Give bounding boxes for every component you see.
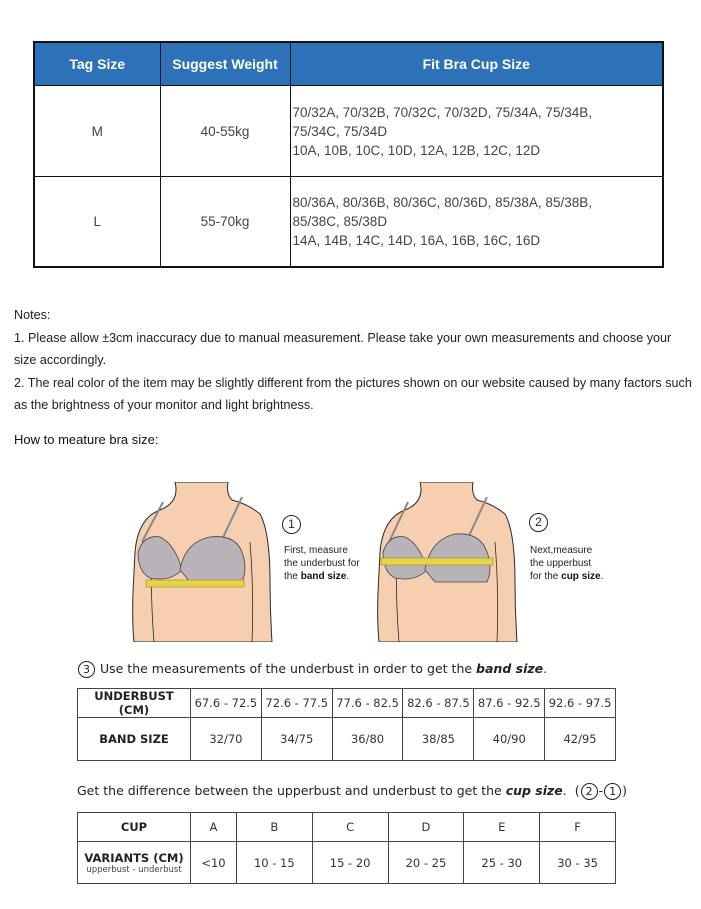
cup-line: 75/34C, 75/34D [292, 123, 388, 139]
notes-title: Notes: [14, 308, 51, 322]
header-fit-bra-cup-size: Fit Bra Cup Size [290, 42, 663, 86]
underbust-cell: 77.6 - 82.5 [332, 689, 403, 718]
cup-line: 70/32A, 70/32B, 70/32C, 70/32D, 75/34A, 75/34B, [292, 104, 592, 120]
cup-size-table [77, 812, 616, 884]
caption-text: Use the measurements of the underbust in order to get the [99, 661, 477, 676]
weight-cell: 55-70kg [160, 177, 290, 268]
weight-cell: 40-55kg [160, 86, 290, 177]
header-tag-size: Tag Size [34, 42, 160, 86]
row-header-underbust: UNDERBUST (CM) [78, 689, 191, 718]
cup-cell: C [312, 813, 388, 842]
table-row [34, 177, 663, 268]
cup-line: 85/38C, 85/38D [292, 214, 388, 229]
cup-cell: E [464, 813, 540, 842]
step-line-end: . [346, 571, 350, 582]
band-size-cell: 38/85 [403, 718, 474, 761]
variant-cell: 25 - 30 [464, 842, 540, 884]
cup-size-cell [290, 86, 663, 177]
step-3-circle-icon: 3 [78, 661, 95, 678]
step-line: First, measure [284, 545, 348, 556]
band-size-table [77, 688, 616, 761]
cup-line: 10A, 10B, 10C, 10D, 12A, 12B, 12C, 12D [292, 142, 541, 158]
step-line-text: the [284, 571, 301, 582]
cup-line: 14A, 14B, 14C, 14D, 16A, 16B, 16C, 16D [292, 233, 541, 248]
band-size-cell: 40/90 [474, 718, 545, 761]
row-header-cup: CUP [78, 813, 191, 842]
caption-text: Get the difference between the upperbust and underbust to get the [77, 783, 506, 798]
row-header-variants [78, 842, 191, 884]
table-row [34, 86, 663, 177]
formula: ( 2 - 1 ) [570, 783, 628, 798]
cup-cell: D [388, 813, 464, 842]
cup-line: 80/36A, 80/36B, 80/36C, 80/36D, 85/38A, 85/38B, [292, 195, 592, 210]
variants-row [78, 842, 616, 884]
band-size-caption [77, 661, 547, 678]
step-2-text [530, 544, 603, 583]
underbust-cell: 72.6 - 77.5 [261, 689, 332, 718]
cup-row [78, 813, 616, 842]
underbust-row [78, 689, 616, 718]
cup-size-cell [290, 177, 663, 268]
formula-operator: - [598, 783, 604, 798]
underbust-cell: 67.6 - 72.5 [191, 689, 262, 718]
tag-size-cell: L [34, 177, 160, 268]
size-table [33, 41, 664, 268]
row-header-band-size: BAND SIZE [78, 718, 191, 761]
variant-cell: 20 - 25 [388, 842, 464, 884]
caption-bold-term: cup size [505, 783, 563, 798]
header-suggest-weight: Suggest Weight [160, 42, 290, 86]
underbust-measure-illustration [130, 482, 280, 642]
band-size-cell: 42/95 [545, 718, 616, 761]
tag-size-cell: M [34, 86, 160, 177]
measuring-tape [146, 580, 244, 587]
notes-section [14, 304, 694, 417]
caption-bold-term: band size [476, 661, 544, 676]
step-line-end: . [600, 571, 604, 582]
band-size-cell: 34/75 [261, 718, 332, 761]
cup-cell: B [236, 813, 312, 842]
cup-cell: F [540, 813, 616, 842]
variant-cell: 15 - 20 [312, 842, 388, 884]
cup-cell: A [191, 813, 237, 842]
variant-cell: <10 [191, 842, 237, 884]
step-line [530, 570, 603, 583]
step-bold-term: band size [300, 571, 347, 582]
step-line: the upperbust [530, 558, 592, 569]
step-2-circle-icon: 2 [581, 783, 598, 800]
howto-title: How to meature bra size: [14, 432, 159, 447]
step-1-circle-icon: 1 [604, 783, 621, 800]
cup-size-caption [77, 783, 627, 800]
caption-end: . [562, 783, 567, 798]
measuring-tape [381, 558, 493, 565]
note-item: 1. Please allow ±3cm inaccuracy due to manual measurement. Please take your own measurements and choose your size accordingly. [14, 330, 672, 367]
band-size-cell: 32/70 [191, 718, 262, 761]
step-line: the underbust for [284, 558, 360, 569]
step-line [284, 570, 360, 583]
variant-cell: 10 - 15 [236, 842, 312, 884]
step-2-circle-icon: 2 [529, 513, 548, 532]
variants-label: VARIANTS (CM) [84, 850, 184, 865]
step-1-circle-icon: 1 [282, 515, 301, 534]
step-bold-term: cup size [561, 571, 601, 582]
step-line-text: for the [530, 571, 562, 582]
note-item: 2. The real color of the item may be slightly different from the pictures shown on our website caused by many factors such as the brightness of your monitor and light brightness. [14, 375, 692, 412]
band-size-cell: 36/80 [332, 718, 403, 761]
variant-cell: 30 - 35 [540, 842, 616, 884]
underbust-cell: 82.6 - 87.5 [403, 689, 474, 718]
step-line: Next,measure [530, 545, 593, 556]
underbust-cell: 92.6 - 97.5 [545, 689, 616, 718]
variants-sublabel: upperbust - underbust [86, 864, 182, 875]
caption-end: . [543, 661, 548, 676]
step-1-text [284, 544, 360, 583]
upperbust-measure-illustration [375, 482, 525, 642]
size-table-header [34, 42, 663, 86]
underbust-cell: 87.6 - 92.5 [474, 689, 545, 718]
band-size-row [78, 718, 616, 761]
